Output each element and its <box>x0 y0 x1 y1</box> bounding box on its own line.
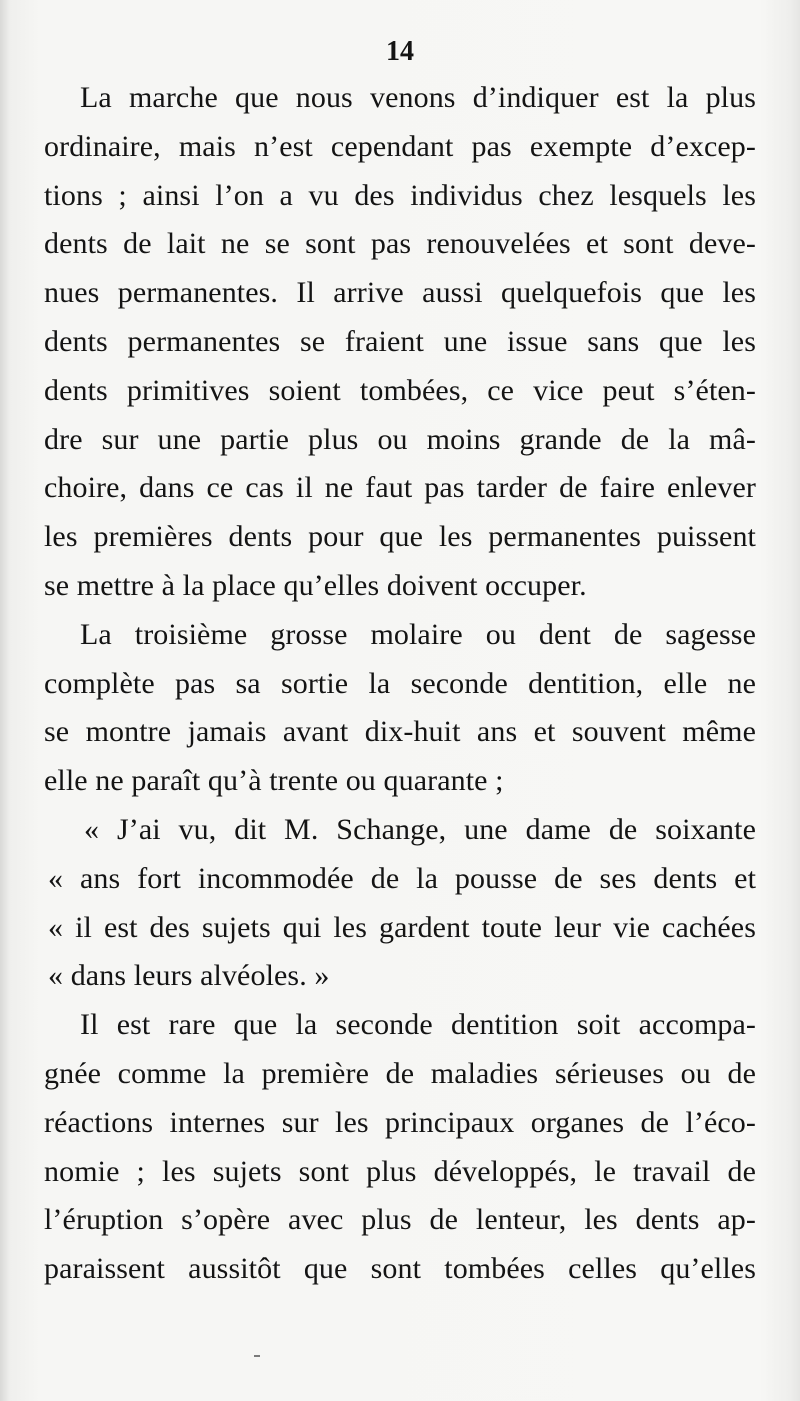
text-line: Il est rare que la seconde dentition soit accompa- <box>80 1008 756 1042</box>
text-line: dents primitives soient tombées, ce vice peut s’éten- <box>44 373 756 407</box>
text-line: se montre jamais avant dix-huit ans et souvent même <box>44 715 756 749</box>
text-line: dents permanentes se fraient une issue sans que les <box>44 324 756 358</box>
quote-line: « ans fort incommodée de la pousse de ses dents et <box>48 861 756 895</box>
text-line: nomie ; les sujets sont plus développés, le travail de <box>44 1154 756 1188</box>
text-line: tions ; ainsi l’on a vu des individus chez lesquels les <box>44 178 756 212</box>
text-line: dents de lait ne se sont pas renouvelées et sont deve- <box>44 227 756 261</box>
text-line: l’éruption s’opère avec plus de lenteur, les dents ap- <box>44 1203 756 1237</box>
text-line: gnée comme la première de maladies sérieuses ou de <box>44 1056 756 1090</box>
text-line: ordinaire, mais n’est cependant pas exempte d’excep- <box>44 129 756 163</box>
text-line: elle ne paraît qu’à trente ou quarante ; <box>44 764 504 798</box>
text-line: La troisième grosse molaire ou dent de sagesse <box>80 617 756 651</box>
text-line: La marche que nous venons d’indiquer est la plus <box>80 81 756 114</box>
print-mark <box>254 1355 260 1357</box>
text-line: choire, dans ce cas il ne faut pas tarder de faire enlever <box>44 471 756 505</box>
text-line: nues permanentes. Il arrive aussi quelquefois que les <box>44 276 756 310</box>
page-number: 14 <box>386 36 414 67</box>
quote-line: « dans leurs alvéoles. » <box>48 959 330 993</box>
text-line: les premières dents pour que les permanentes puissent <box>44 520 756 554</box>
text-line: paraissent aussitôt que sont tombées celles qu’elles <box>44 1252 756 1286</box>
quote-line: « il est des sujets qui les gardent toute leur vie cachées <box>48 910 756 944</box>
text-line: dre sur une partie plus ou moins grande de la mâ- <box>44 422 756 456</box>
text-line: réactions internes sur les principaux organes de l’éco- <box>44 1105 756 1139</box>
page-text <box>44 30 756 1294</box>
text-line: complète pas sa sortie la seconde dentition, elle ne <box>44 666 756 700</box>
quote-line: « J’ai vu, dit M. Schange, une dame de soixante <box>84 812 756 846</box>
text-line: se mettre à la place qu’elles doivent occuper. <box>44 568 587 602</box>
